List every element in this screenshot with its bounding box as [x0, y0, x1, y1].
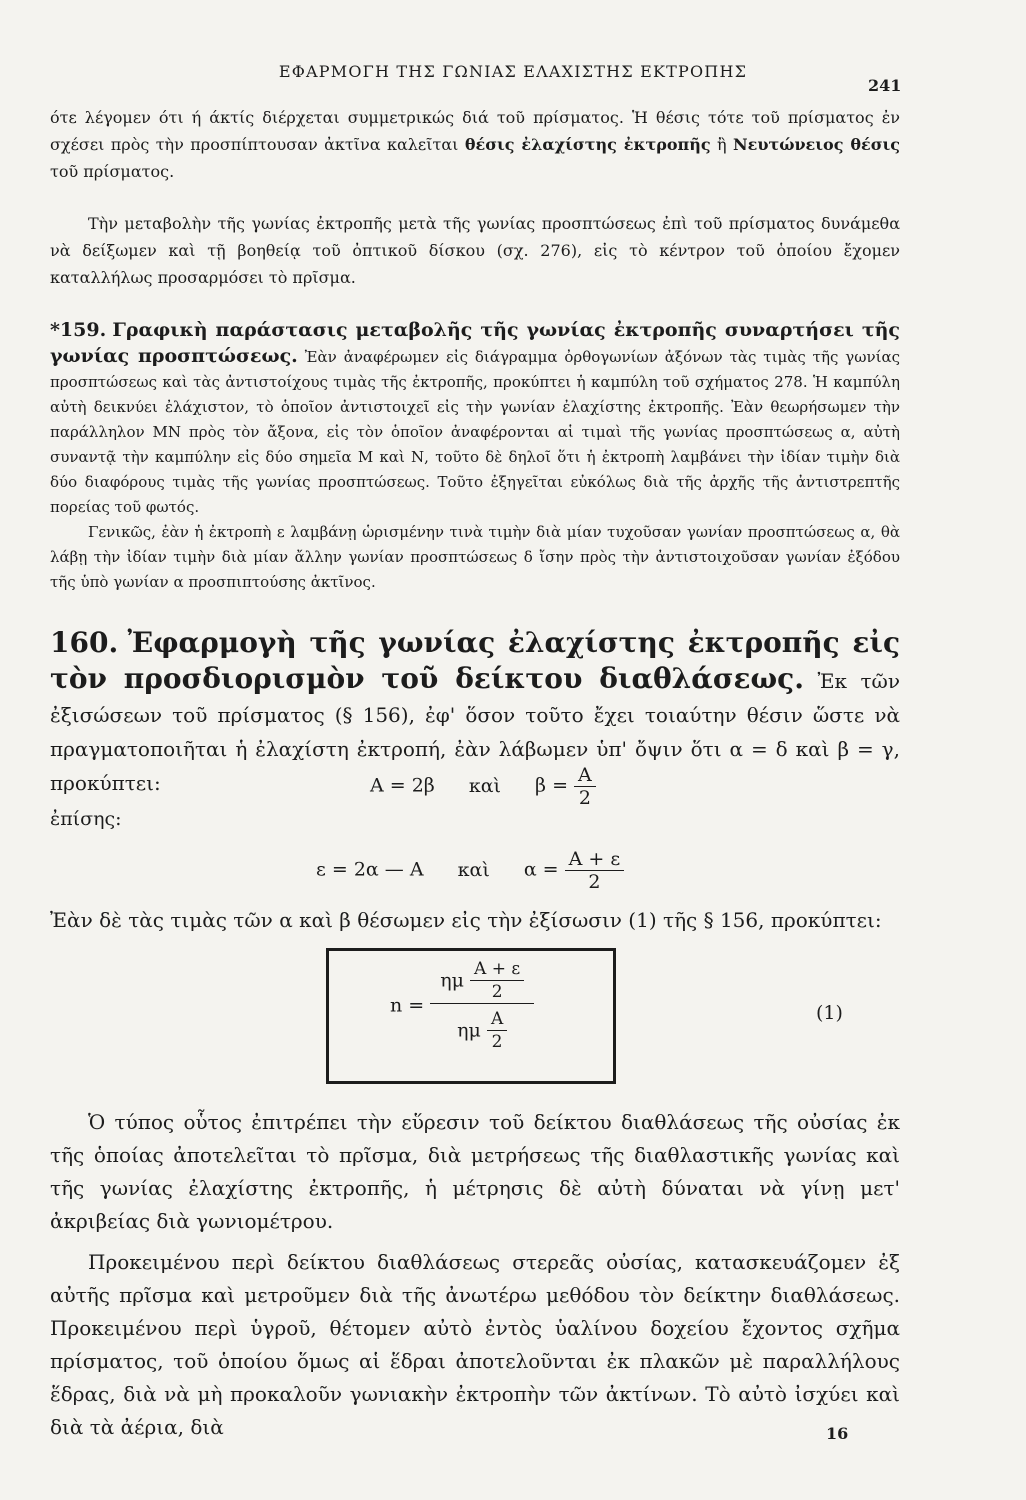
- line-after-equations: [50, 904, 900, 937]
- tail1-text: Ὁ τύπος οὗτος ἐπιτρέπει τὴν εὕρεσιν τοῦ δείκτου διαθλάσεως τῆς οὐσίας ἐκ τῆς ὁποίας ἀποτελεῖται τὸ πρῖσμα, διὰ μετρήσεως τῆς διαθλαστικῆς γωνίας καὶ τῆς γωνίας ἐλαχίστης ἐκτροπῆς, ἡ μέτρησις δὲ αὐτὴ δύναται νὰ γίνῃ μετ' ἀκριβείας διὰ γωνιομέτρου.: [50, 1110, 900, 1233]
- eq1-fraction: [574, 764, 596, 809]
- para1-text-c: τοῦ πρίσματος.: [50, 162, 175, 181]
- paragraph-1: [50, 104, 900, 185]
- boxed-lhs: n =: [390, 994, 425, 1017]
- boxed-bot-frac: [487, 1008, 507, 1053]
- eq1-and: καὶ: [468, 774, 501, 797]
- eq1-denominator: 2: [578, 787, 591, 809]
- boxed-top: [430, 958, 534, 1004]
- line-after-text: Ἐὰν δὲ τὰς τιμὰς τῶν α καὶ β θέσωμεν εἰς τὴν ἐξίσωσιν (1) τῆς § 156, προκύπτει:: [50, 908, 882, 932]
- eq2-lhs: α =: [523, 858, 559, 881]
- tail2-text: Προκειμένου περὶ δείκτου διαθλάσεως στερεᾶς οὐσίας, κατασκευάζομεν ἐξ αὐτῆς πρῖσμα καὶ μετροῦμεν διὰ τῆς ἀνωτέρω μεθόδου τὸν δείκτην διαθλάσεως. Προκειμένου περὶ ὑγροῦ, θέτομεν αὐτὸ ἐντὸς ὑαλίνου δοχείου ἔχοντος σχῆμα πρίσματος, τοῦ ὁποίου ὅμως αἱ ἕδραι ἀποτελοῦνται ἐκ πλακῶν μὲ παραλλήλους ἕδρας, διὰ νὰ μὴ προκαλοῦν γωνιακὴν ἐκτροπὴν τῶν ἀκτίνων. Τὸ αὐτὸ ἰσχύει καὶ διὰ τὰ ἀέρια, διὰ: [50, 1250, 900, 1439]
- boxed-bot-fn: ημ: [457, 1019, 481, 1042]
- boxed-bot-num: A: [487, 1008, 507, 1031]
- boxed-top-frac: [470, 958, 524, 1003]
- episis-label: ἐπίσης:: [50, 808, 122, 830]
- para2-text: Τὴν μεταβολὴν τῆς γωνίας ἐκτροπῆς μετὰ τῆς γωνίας προσπτώσεως ἐπὶ τοῦ πρίσματος δυνάμεθα νὰ δείξωμεν καὶ τῇ βοηθείᾳ τοῦ ὀπτικοῦ δίσκου (σχ. 276), εἰς τὸ κέντρον τοῦ ὁποίου ἔχομεν καταλλήλως προσαρμόσει τὸ πρῖσμα.: [50, 214, 900, 287]
- equation-2: [316, 848, 624, 893]
- eq2-denominator: 2: [588, 871, 601, 893]
- signature-mark: 16: [826, 1424, 849, 1443]
- eq2-numerator: A + ε: [565, 848, 625, 871]
- section-159-body: Ἐὰν ἀναφέρωμεν εἰς διάγραμμα ὀρθογωνίων ἀξόνων τὰς τιμὰς τῆς γωνίας προσπτώσεως καὶ τὰς ἀντιστοίχους τιμὰς τῆς ἐκτροπῆς, προκύπτει ἡ καμπύλη τοῦ σχήματος 278. Ἡ καμπύλη αὐτὴ δεικνύει ἐλάχιστον, τὸ ὁποῖον ἀντιστοιχεῖ εἰς τὴν γωνίαν ἐλαχίστης ἐκτροπῆς. Ἐὰν θεωρήσωμεν τὴν παράλληλον ΜΝ πρὸς τὸν ἄξονα, εἰς τὸν ὁποῖον ἀναφέρονται αἱ τιμαὶ τῆς γωνίας προσπτώσεως α, αὐτὴ συναντᾷ τὴν καμπύλην εἰς δύο σημεῖα Μ καὶ Ν, τοῦτο δὲ δηλοῖ ὅτι ἡ ἐκτροπὴ λαμβάνει τὴν ἰδίαν τιμὴν διὰ δύο διαφόρους τιμὰς τῆς γωνίας προσπτώσεως. Τοῦτο ἐξηγεῖται εὐκόλως διὰ τῆς ἀρχῆς τῆς ἀντιστρεπτῆς πορείας τοῦ φωτός.: [50, 348, 901, 516]
- page-number: 241: [868, 76, 902, 95]
- eq1-lhs: β =: [535, 774, 568, 797]
- section-160-title: Ἐφαρμογὴ τῆς γωνίας ἐλαχίστης ἐκτροπῆς εἰς τὸν προσδιορισμὸν τοῦ δείκτου διαθλάσεως.: [50, 626, 900, 695]
- para1-text-b: ἢ: [710, 135, 733, 154]
- section-159-number: *159.: [50, 319, 107, 341]
- section-160-number: 160.: [50, 626, 119, 659]
- paragraph-2: [50, 210, 900, 291]
- paragraph-tail-1: [50, 1106, 900, 1238]
- paragraph-tail-2: [50, 1246, 900, 1444]
- equation-1: [370, 764, 596, 809]
- section-159-title: Γραφικὴ παράστασις μεταβολῆς τῆς γωνίας ἐκτροπῆς συναρτήσει τῆς γωνίας προσπτώσεως.: [50, 319, 900, 367]
- section-160-body: Ἐκ τῶν ἐξισώσεων τοῦ πρίσματος (§ 156), ἐφ' ὅσον τοῦτο ἔχει τοιαύτην θέσιν ὥστε νὰ πραγματοποιῆται ἡ ἐλαχίστη ἐκτροπή, ἐὰν λάβωμεν ὑπ' ὄψιν ὅτι α = δ καὶ β = γ, προκύπτει:: [50, 669, 901, 795]
- para1-bold-b: Νευτώνειος θέσις: [733, 135, 900, 154]
- equation-label: (1): [816, 1002, 843, 1024]
- running-head: ΕΦΑΡΜΟΓΗ ΤΗΣ ΓΩΝΙΑΣ ΕΛΑΧΙΣΤΗΣ ΕΚΤΡΟΠΗΣ: [278, 62, 748, 81]
- boxed-bot-den: 2: [491, 1032, 503, 1052]
- section-159-body2: Γενικῶς, ἐὰν ἡ ἐκτροπὴ ε λαμβάνῃ ὡρισμένην τινὰ τιμὴν διὰ μίαν τυχοῦσαν γωνίαν προσπτώσεως α, θὰ λάβῃ τὴν ἰδίαν τιμὴν διὰ μίαν ἄλλην γωνίαν προσπτώσεως δ ἴσην πρὸς τὴν ἀντιστοιχοῦσαν γωνίαν ἐξόδου τῆς ὑπὸ γωνίαν α προσπιπτούσης ἀκτῖνος.: [50, 523, 900, 591]
- eq2-fraction: [565, 848, 625, 893]
- boxed-top-fn: ημ: [440, 969, 464, 992]
- eq2-and: καὶ: [457, 858, 490, 881]
- boxed-fraction: [390, 958, 534, 1053]
- boxed-big-fraction: [430, 958, 534, 1053]
- para1-text-a: ότε λέγομεν ότι ή άκτίς διέρχεται συμμετρικώς διά τοῦ πρίσματος. Ἡ θέσις τότε τοῦ πρίσματος ἐν σχέσει πρὸς τὴν προσπίπτουσαν ἀκτῖνα καλεῖται: [50, 108, 900, 154]
- boxed-bottom: [430, 1004, 534, 1053]
- boxed-top-num: A + ε: [470, 958, 524, 981]
- eq1-numerator: A: [574, 764, 596, 787]
- para1-bold-a: θέσις ἐλαχίστης ἐκτροπῆς: [464, 135, 711, 154]
- boxed-top-den: 2: [491, 982, 503, 1002]
- eq2-left: ε = 2α — A: [316, 858, 424, 881]
- section-159: [50, 318, 900, 595]
- eq1-left: A = 2β: [370, 774, 435, 797]
